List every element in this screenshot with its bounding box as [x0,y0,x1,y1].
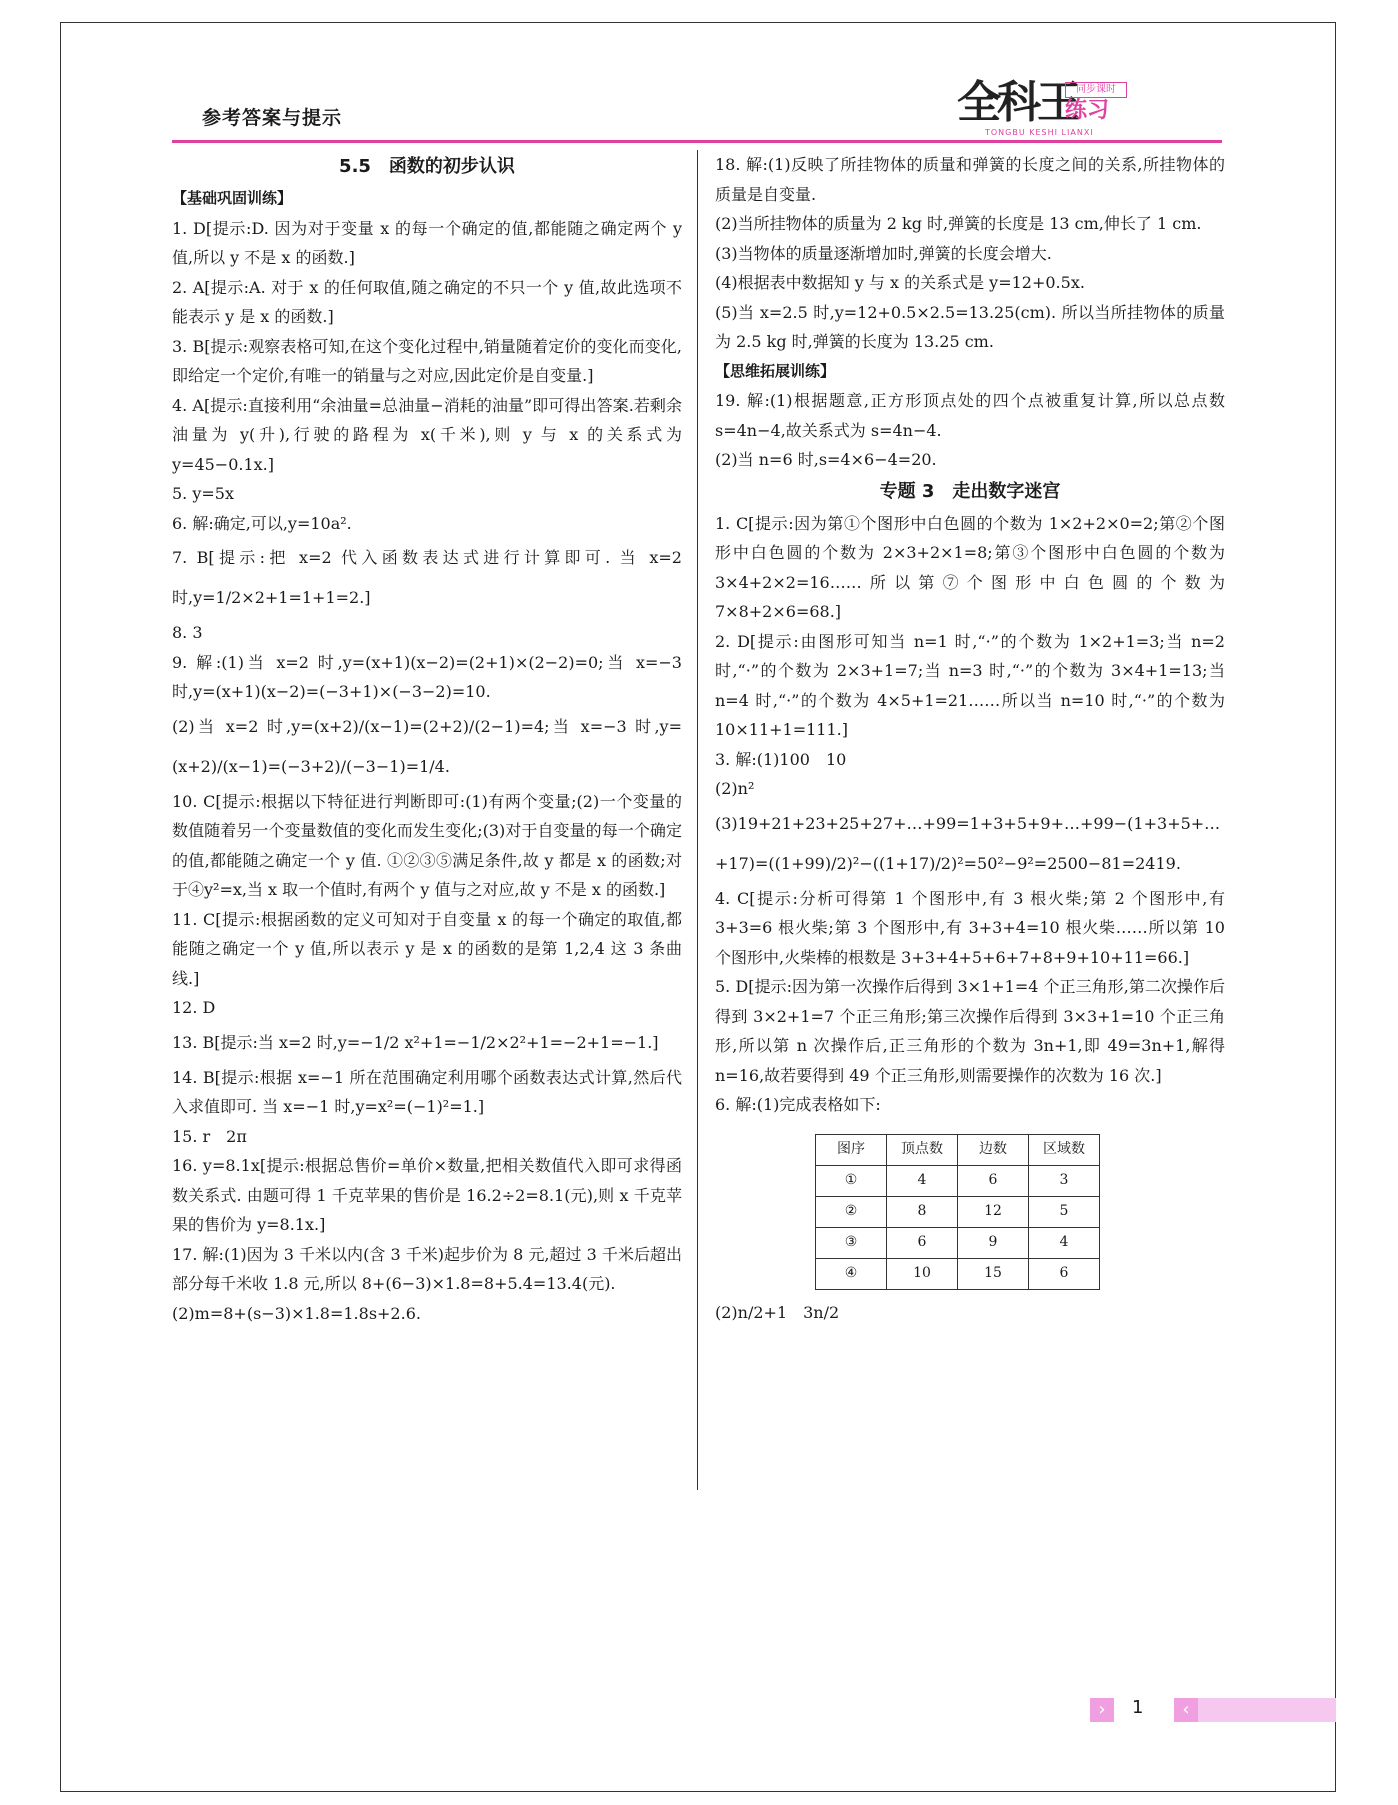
answer-line: 1. D[提示:D. 因为对于变量 x 的每一个确定的值,都能随之确定两个 y 值,所以 y 不是 x 的函数.] [172,218,682,267]
sub-heading: 【基础巩固训练】 [172,189,293,207]
table-cell: 9 [958,1227,1029,1258]
table-cell: ④ [816,1258,887,1289]
answer-line: (5)当 x=2.5 时,y=12+0.5×2.5=13.25(cm). 所以当所挂物体的质量为 2.5 kg 时,弹簧的长度为 13.25 cm. [715,302,1225,351]
table-row [816,1258,1100,1289]
answer-line: (2)n/2+1 3n/2 [715,1302,840,1322]
table-cell: 3 [1029,1165,1100,1196]
column-divider [697,150,698,1490]
table-cell: 4 [1029,1227,1100,1258]
answer-line: 17. 解:(1)因为 3 千米以内(含 3 千米)起步价为 8 元,超过 3 千米后超出部分每千米收 1.8 元,所以 8+(6−3)×1.8=8+5.4=13.4(元). [172,1244,682,1293]
answer-line: 8. 3 [172,623,203,642]
table-header-row [816,1134,1100,1165]
table-cell: 10 [887,1258,958,1289]
section-title: 5.5 函数的初步认识 [339,156,515,177]
answer-line: 6. 解:确定,可以,y=10a². [172,513,352,533]
logo-sub-text: 练习 [1065,98,1110,123]
logo-pinyin: TONGBU KESHI LIANXI [985,128,1094,137]
answer-line: (3)19+21+23+25+27+…+99=1+3+5+9+…+99−(1+3+5+…+17)=((1+99)/2)²−((1+17)/2)²=50²−9²=2500−81=2419. [715,813,1221,873]
header-divider [172,140,1222,143]
answer-line: 2. A[提示:A. 对于 x 的任何取值,随之确定的不只一个 y 值,故此选项不能表示 y 是 x 的函数.] [172,277,682,326]
sub-heading: 【思维拓展训练】 [715,361,836,380]
answer-line: 5. D[提示:因为第一次操作后得到 3×1+1=4 个正三角形,第二次操作后得到 3×2+1=7 个正三角形;第三次操作后得到 3×3+1=10 个正三角形,所以第 n 次操作后,正三角形的个数为 3n+1,即 49=3n+1,解得 n=16,故若要得到 49 个正三角形,则需要操作的次数为 16 次.] [715,977,1225,1085]
answer-line: 16. y=8.1x[提示:根据总售价=单价×数量,把相关数值代入即可求得函数关系式. 由题可得 1 千克苹果的售价是 16.2÷2=8.1(元),则 x 千克苹果的售价为 y=8.1x.] [172,1156,682,1234]
table-row [816,1165,1100,1196]
answer-line: 11. C[提示:根据函数的定义可知对于自变量 x 的每一个确定的取值,都能随之确定一个 y 值,所以表示 y 是 x 的函数的是第 1,2,4 这 3 条曲线.] [172,909,682,988]
answer-table [815,1134,1100,1290]
table-cell: 8 [887,1196,958,1227]
answer-line: 14. B[提示:根据 x=−1 所在范围确定利用哪个函数表达式计算,然后代入求值即可. 当 x=−1 时,y=x²=(−1)²=1.] [172,1067,682,1116]
footer-bar [1198,1698,1336,1722]
answer-line: (2)当 x=2 时,y=(x+2)/(x−1)=(2+2)/(2−1)=4;当 x=−3 时,y=(x+2)/(x−1)=(−3+2)/(−3−1)=1/4. [172,716,682,776]
page-footer [1090,1695,1336,1721]
answer-line: 7. B[提示:把 x=2 代入函数表达式进行计算即可. 当 x=2 时,y=1/2×2+1=1+1=2.] [172,548,682,607]
brand-logo [957,76,1132,138]
table-cell: 12 [958,1196,1029,1227]
table-header: 边数 [958,1134,1029,1165]
answer-line: 3. B[提示:观察表格可知,在这个变化过程中,销量随着定价的变化而变化,即给定一个定价,有唯一的销量与之对应,因此定价是自变量.] [172,336,682,385]
header-title: 参考答案与提示 [202,107,343,129]
table-cell: ③ [816,1227,887,1258]
table-row [816,1227,1100,1258]
answer-line: 1. C[提示:因为第①个图形中白色圆的个数为 1×2+2×0=2;第②个图形中白色圆的个数为 2×3+2×1=8;第③个图形中白色圆的个数为 3×4+2×2=16……所以第⑦个图形中白色圆的个数为 7×8+2×6=68.] [715,513,1225,621]
answer-line: (3)当物体的质量逐渐增加时,弹簧的长度会增大. [715,243,1052,263]
table-cell: ② [816,1196,887,1227]
right-column [715,150,1225,1327]
answer-line: 12. D [172,998,216,1017]
answer-line: 19. 解:(1)根据题意,正方形顶点处的四个点被重复计算,所以总点数 s=4n−4,故关系式为 s=4n−4. [715,391,1225,440]
page-number: 1 [1132,1697,1144,1718]
table-cell: 6 [958,1165,1029,1196]
table-cell: 6 [1029,1258,1100,1289]
page-header [172,28,1222,146]
table-cell: 5 [1029,1196,1100,1227]
answer-line: 4. A[提示:直接利用“余油量=总油量−消耗的油量”即可得出答案.若剩余油量为 y(升),行驶的路程为 x(千米),则 y 与 x 的关系式为 y=45−0.1x.] [172,395,682,474]
logo-main-text: 全科王 [957,77,1077,128]
prev-page-arrow-icon[interactable]: ‹ [1174,1698,1198,1722]
section-title: 专题 3 走出数字迷宫 [879,480,1061,502]
answer-line: 13. B[提示:当 x=2 时,y=−1/2 x²+1=−1/2×2²+1=−2+1=−1.] [172,1032,659,1052]
table-header: 顶点数 [887,1134,958,1165]
answer-line: (2)当所挂物体的质量为 2 kg 时,弹簧的长度是 13 cm,伸长了 1 cm. [715,214,1202,233]
answer-line: 4. C[提示:分析可得第 1 个图形中,有 3 根火柴;第 2 个图形中,有 3+3=6 根火柴;第 3 个图形中,有 3+3+4=10 根火柴……所以第 10 个图形中,火柴棒的根数是 3+3+4+5+6+7+8+9+10+11=66.] [715,888,1225,967]
answer-line: 3. 解:(1)100 10 [715,749,847,769]
left-column [172,150,682,1328]
answer-line: (2)n² [715,779,755,798]
table-row [816,1196,1100,1227]
table-cell: ① [816,1165,887,1196]
table-header: 图序 [816,1134,887,1165]
answer-line: (2)m=8+(s−3)×1.8=1.8s+2.6. [172,1303,421,1323]
next-page-arrow-icon[interactable]: › [1090,1698,1114,1722]
answer-line: (2)当 n=6 时,s=4×6−4=20. [715,450,937,469]
answer-line: 5. y=5x [172,484,234,503]
table-cell: 6 [887,1227,958,1258]
answer-line: 9. 解:(1)当 x=2 时,y=(x+1)(x−2)=(2+1)×(2−2)=0;当 x=−3 时,y=(x+1)(x−2)=(−3+1)×(−3−2)=10. [172,652,682,701]
table-header: 区域数 [1029,1134,1100,1165]
table-cell: 15 [958,1258,1029,1289]
answer-line: 6. 解:(1)完成表格如下: [715,1095,881,1114]
logo-tag: 同步课时 [1065,82,1127,98]
answer-line: 15. r 2π [172,1126,247,1146]
answer-line: 2. D[提示:由图形可知当 n=1 时,“·”的个数为 1×2+1=3;当 n=2 时,“·”的个数为 2×3+1=7;当 n=3 时,“·”的个数为 3×4+1=13;当 n=4 时,“·”的个数为 4×5+1=21……所以当 n=10 时,“·”的个数为 10×11+1=111.] [715,631,1225,739]
table-cell: 4 [887,1165,958,1196]
answer-line: 10. C[提示:根据以下特征进行判断即可:(1)有两个变量;(2)一个变量的数值随着另一个变量数值的变化而发生变化;(3)对于自变量的每一个确定的值,都能随之确定一个 y 值. ①②③⑤满足条件,故 y 都是 x 的函数;对于④y²=x,当 x 取一个值时,有两个 y 值与之对应,故 y 不是 x 的函数.] [172,791,682,899]
answer-line: (4)根据表中数据知 y 与 x 的关系式是 y=12+0.5x. [715,273,1085,292]
answer-line: 18. 解:(1)反映了所挂物体的质量和弹簧的长度之间的关系,所挂物体的质量是自变量. [715,155,1225,204]
